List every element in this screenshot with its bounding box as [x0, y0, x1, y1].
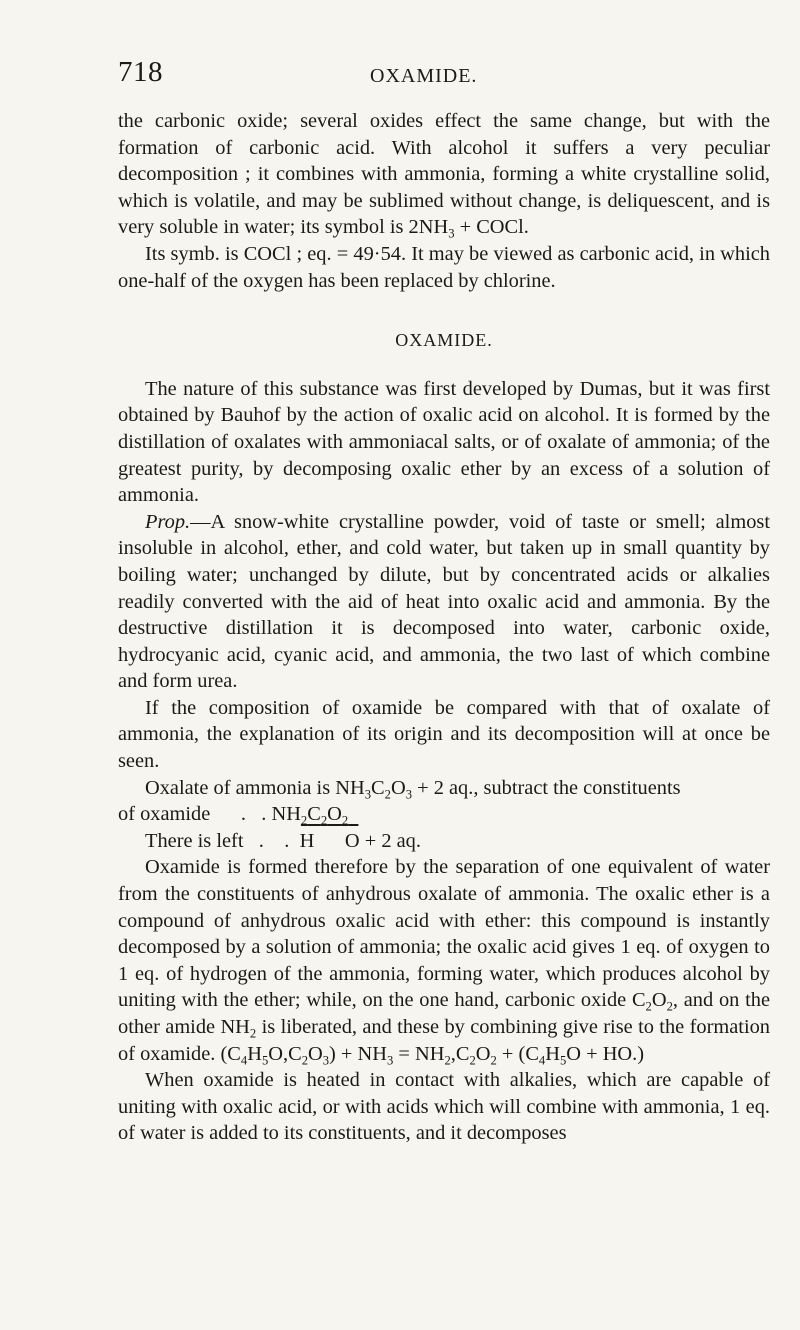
paragraph-formation: Oxamide is formed therefore by the separation of one equivalent of water from the constituents of anhydrous oxalate of ammonia. The oxalic ether is a compound of anhydrous oxalic acid with ether: this compound is instantly decomposed by a solution of ammonia; the oxalic acid gives 1 eq. of oxygen to 1 eq. of hydrogen of the ammonia, forming water, which produces alcohol by uniting with the ether; while, on the one hand, carbonic oxide $C_2O_2$, and on the other amide $NH_2$ is liberated, and these by combining give rise to the formation of oxamide. $(C_4H_5O,C_2O_3) + NH_3 = NH_2,C_2O_2 + (C_4H_5O + HO.)$ — [118, 856, 770, 1068]
page-header — [0, 56, 800, 96]
paragraph-continued: the carbonic oxide; several oxides effect the same change, but with the formation of carbonic acid. With alcohol it suffers a very peculiar decomposition ; it combines with ammonia, forming a white crystalline solid, which is volatile, and may be sublimed without change, is deliquescent, and is very soluble in water; its symbol is $2NH_3$ + COCl. — [118, 110, 770, 241]
body-text — [118, 108, 770, 1147]
paragraph-composition: If the composition of oxamide be compared with that of oxalate of ammonia, the explanation of its origin and its decomposition will at once be seen. — [118, 696, 770, 773]
section-title: OXAMIDE. — [395, 330, 493, 351]
paragraph-properties: Prop.—A snow-white crystalline powder, void of taste or smell; almost insoluble in alcohol, ether, and cold water, but taken up in small quantity by boiling water; unchanged by dilute, but by concentrated acids or alkalies readily converted with the aid of heat into oxalic acid and ammonia. By the destructive distillation it is decomposed into water, carbonic oxide, hydrocyanic acid, cyanic acid, and ammonia, the two last of which combine and form urea. — [118, 510, 770, 693]
formula-line-2: of oxamide . . $NH_2C_2O_2$ — [118, 803, 349, 828]
formula-line-1: Oxalate of ammonia is $NH_3C_2O_3 + 2$ aq., subtract the constituents — [145, 776, 681, 802]
formula-line-3: There is left . . H O + 2 aq. — [145, 829, 421, 852]
paragraph-nature: The nature of this substance was first developed by Dumas, but it was first obtained by Bauhof by the action of oxalic acid on alcohol. It is formed by the distillation of oxalates with ammoniacal salts, or of oxalate of ammonia; of the greatest purity, by decomposing oxalic ether by an excess of a solution of ammonia. — [118, 377, 770, 507]
paragraph-symbol: Its symb. is COCl ; eq. = 49·54. It may be viewed as carbonic acid, in which one-half of the oxygen has been replaced by chlorine. — [118, 242, 770, 292]
page-number: 718 — [118, 56, 163, 88]
paragraph-alkalies: When oxamide is heated in contact with alkalies, which are capable of uniting with oxalic acid, or with acids which will combine with ammonia, 1 eq. of water is added to its constituents, and it decomposes — [118, 1069, 770, 1145]
prop-label: Prop. — [145, 510, 191, 533]
running-title: OXAMIDE. — [370, 65, 478, 87]
